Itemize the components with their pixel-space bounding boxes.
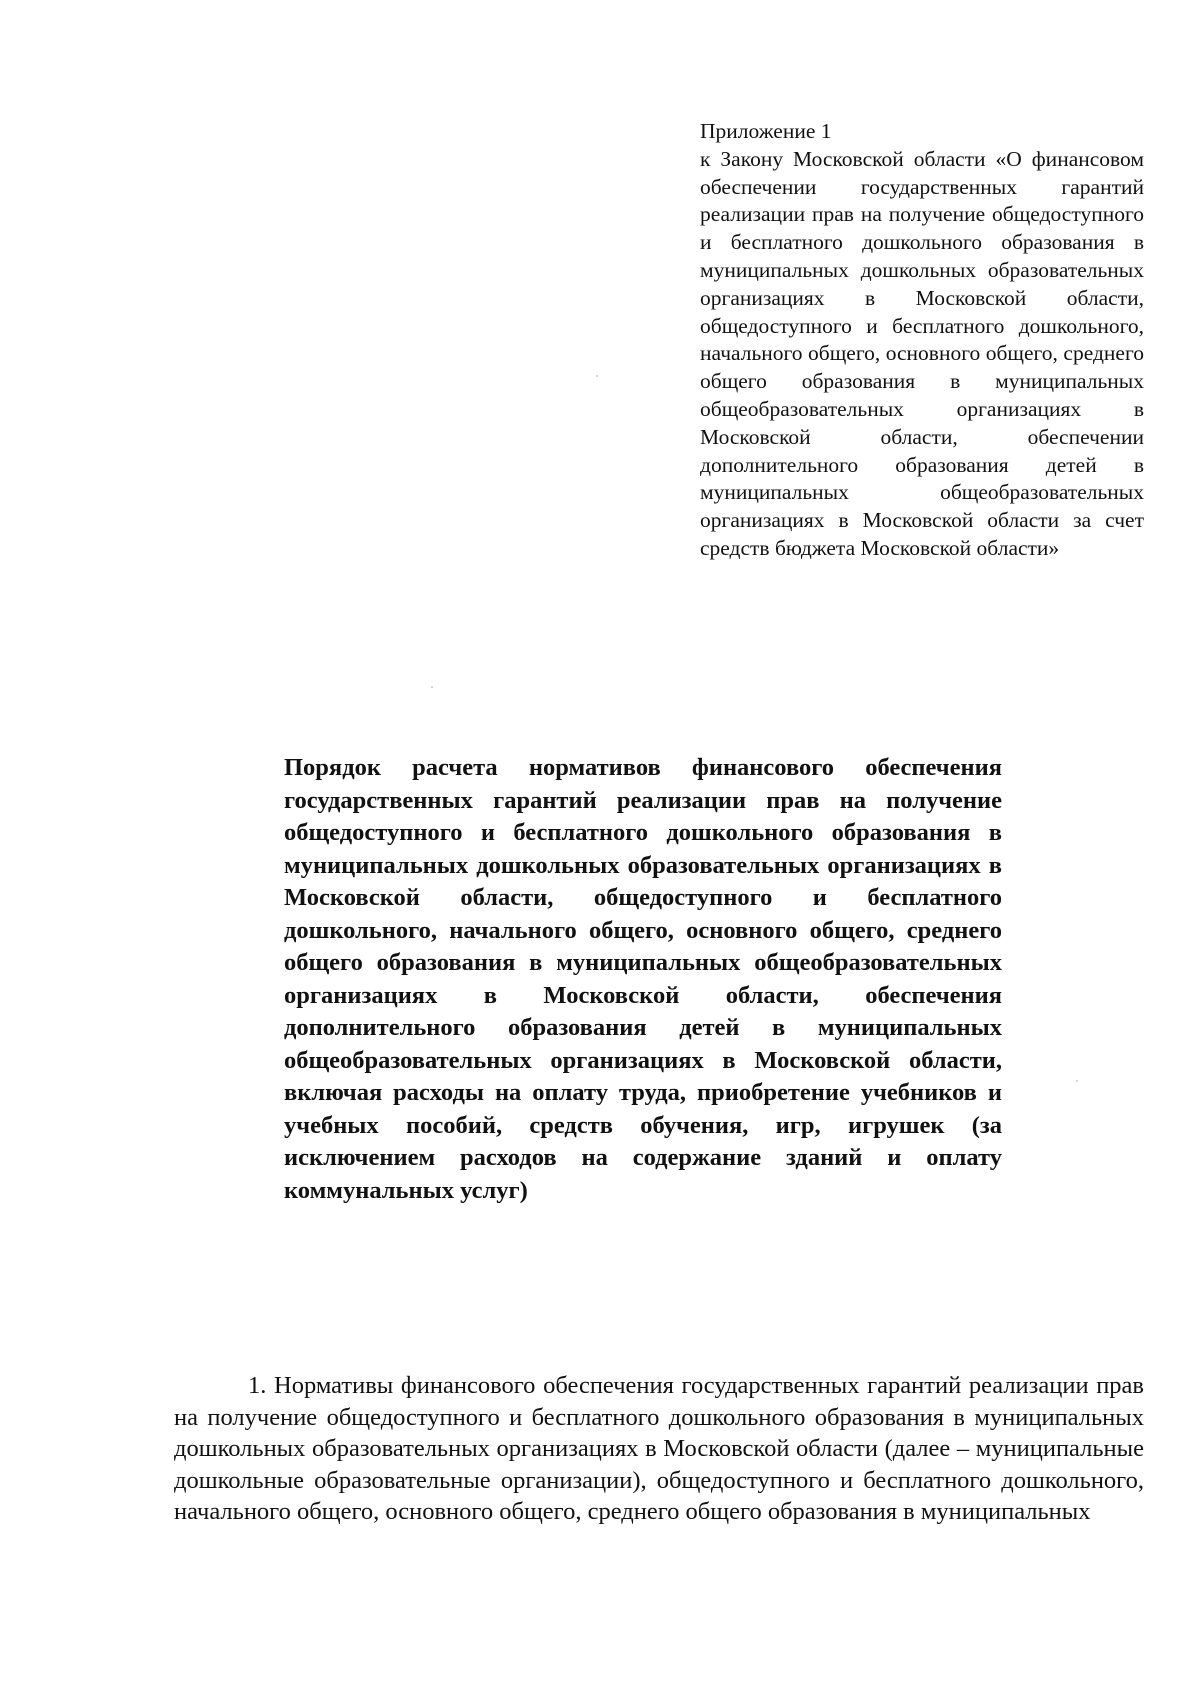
- document-title: Порядок расчета нормативов финансового обеспечения государственных гарантий реализации прав на получение общедоступного и бесплатного дошкольного образования в муниципальных дошкольных образовательных организациях в Московской области, общедоступного и бесплатного дошкольного, начального общего, основного общего, среднего общего образования в муниципальных общеобразовательных организациях в Московской области, обеспечения дополнительного образования детей в муниципальных общеобразовательных организациях в Московской области, включая расходы на оплату труда, приобретение учебников и учебных пособий, средств обучения, игр, игрушек (за исключением расходов на содержание зданий и оплату коммунальных услуг): [284, 754, 1002, 1204]
- scan-speck: [1076, 1080, 1078, 1082]
- scan-speck: [596, 375, 598, 377]
- appendix-header: [700, 118, 1144, 563]
- appendix-text: к Закону Московской области «О финансовом обеспечении государственных гарантий реализации прав на получение общедоступного и бесплатного дошкольного образования в муниципальных дошкольных образовательных организациях в Московской области, общедоступного и бесплатного дошкольного, начального общего, основного общего, среднего общего образования в муниципальных общеобразовательных организациях в Московской области, обеспечении дополнительного образования детей в муниципальных общеобразовательных организациях в Московской области за счет средств бюджета Московской области»: [700, 146, 1144, 560]
- scan-speck: [431, 686, 433, 688]
- appendix-label: Приложение 1: [700, 119, 832, 143]
- paragraph-1: 1. Нормативы финансового обеспечения государственных гарантий реализации прав на получение общедоступного и бесплатного дошкольного образования в муниципальных дошкольных образовательных организациях в Московской области (далее – муниципальные дошкольные образовательные организации), общедоступного и бесплатного дошкольного, начального общего, основного общего, среднего общего образования в муниципальных: [174, 1372, 1144, 1525]
